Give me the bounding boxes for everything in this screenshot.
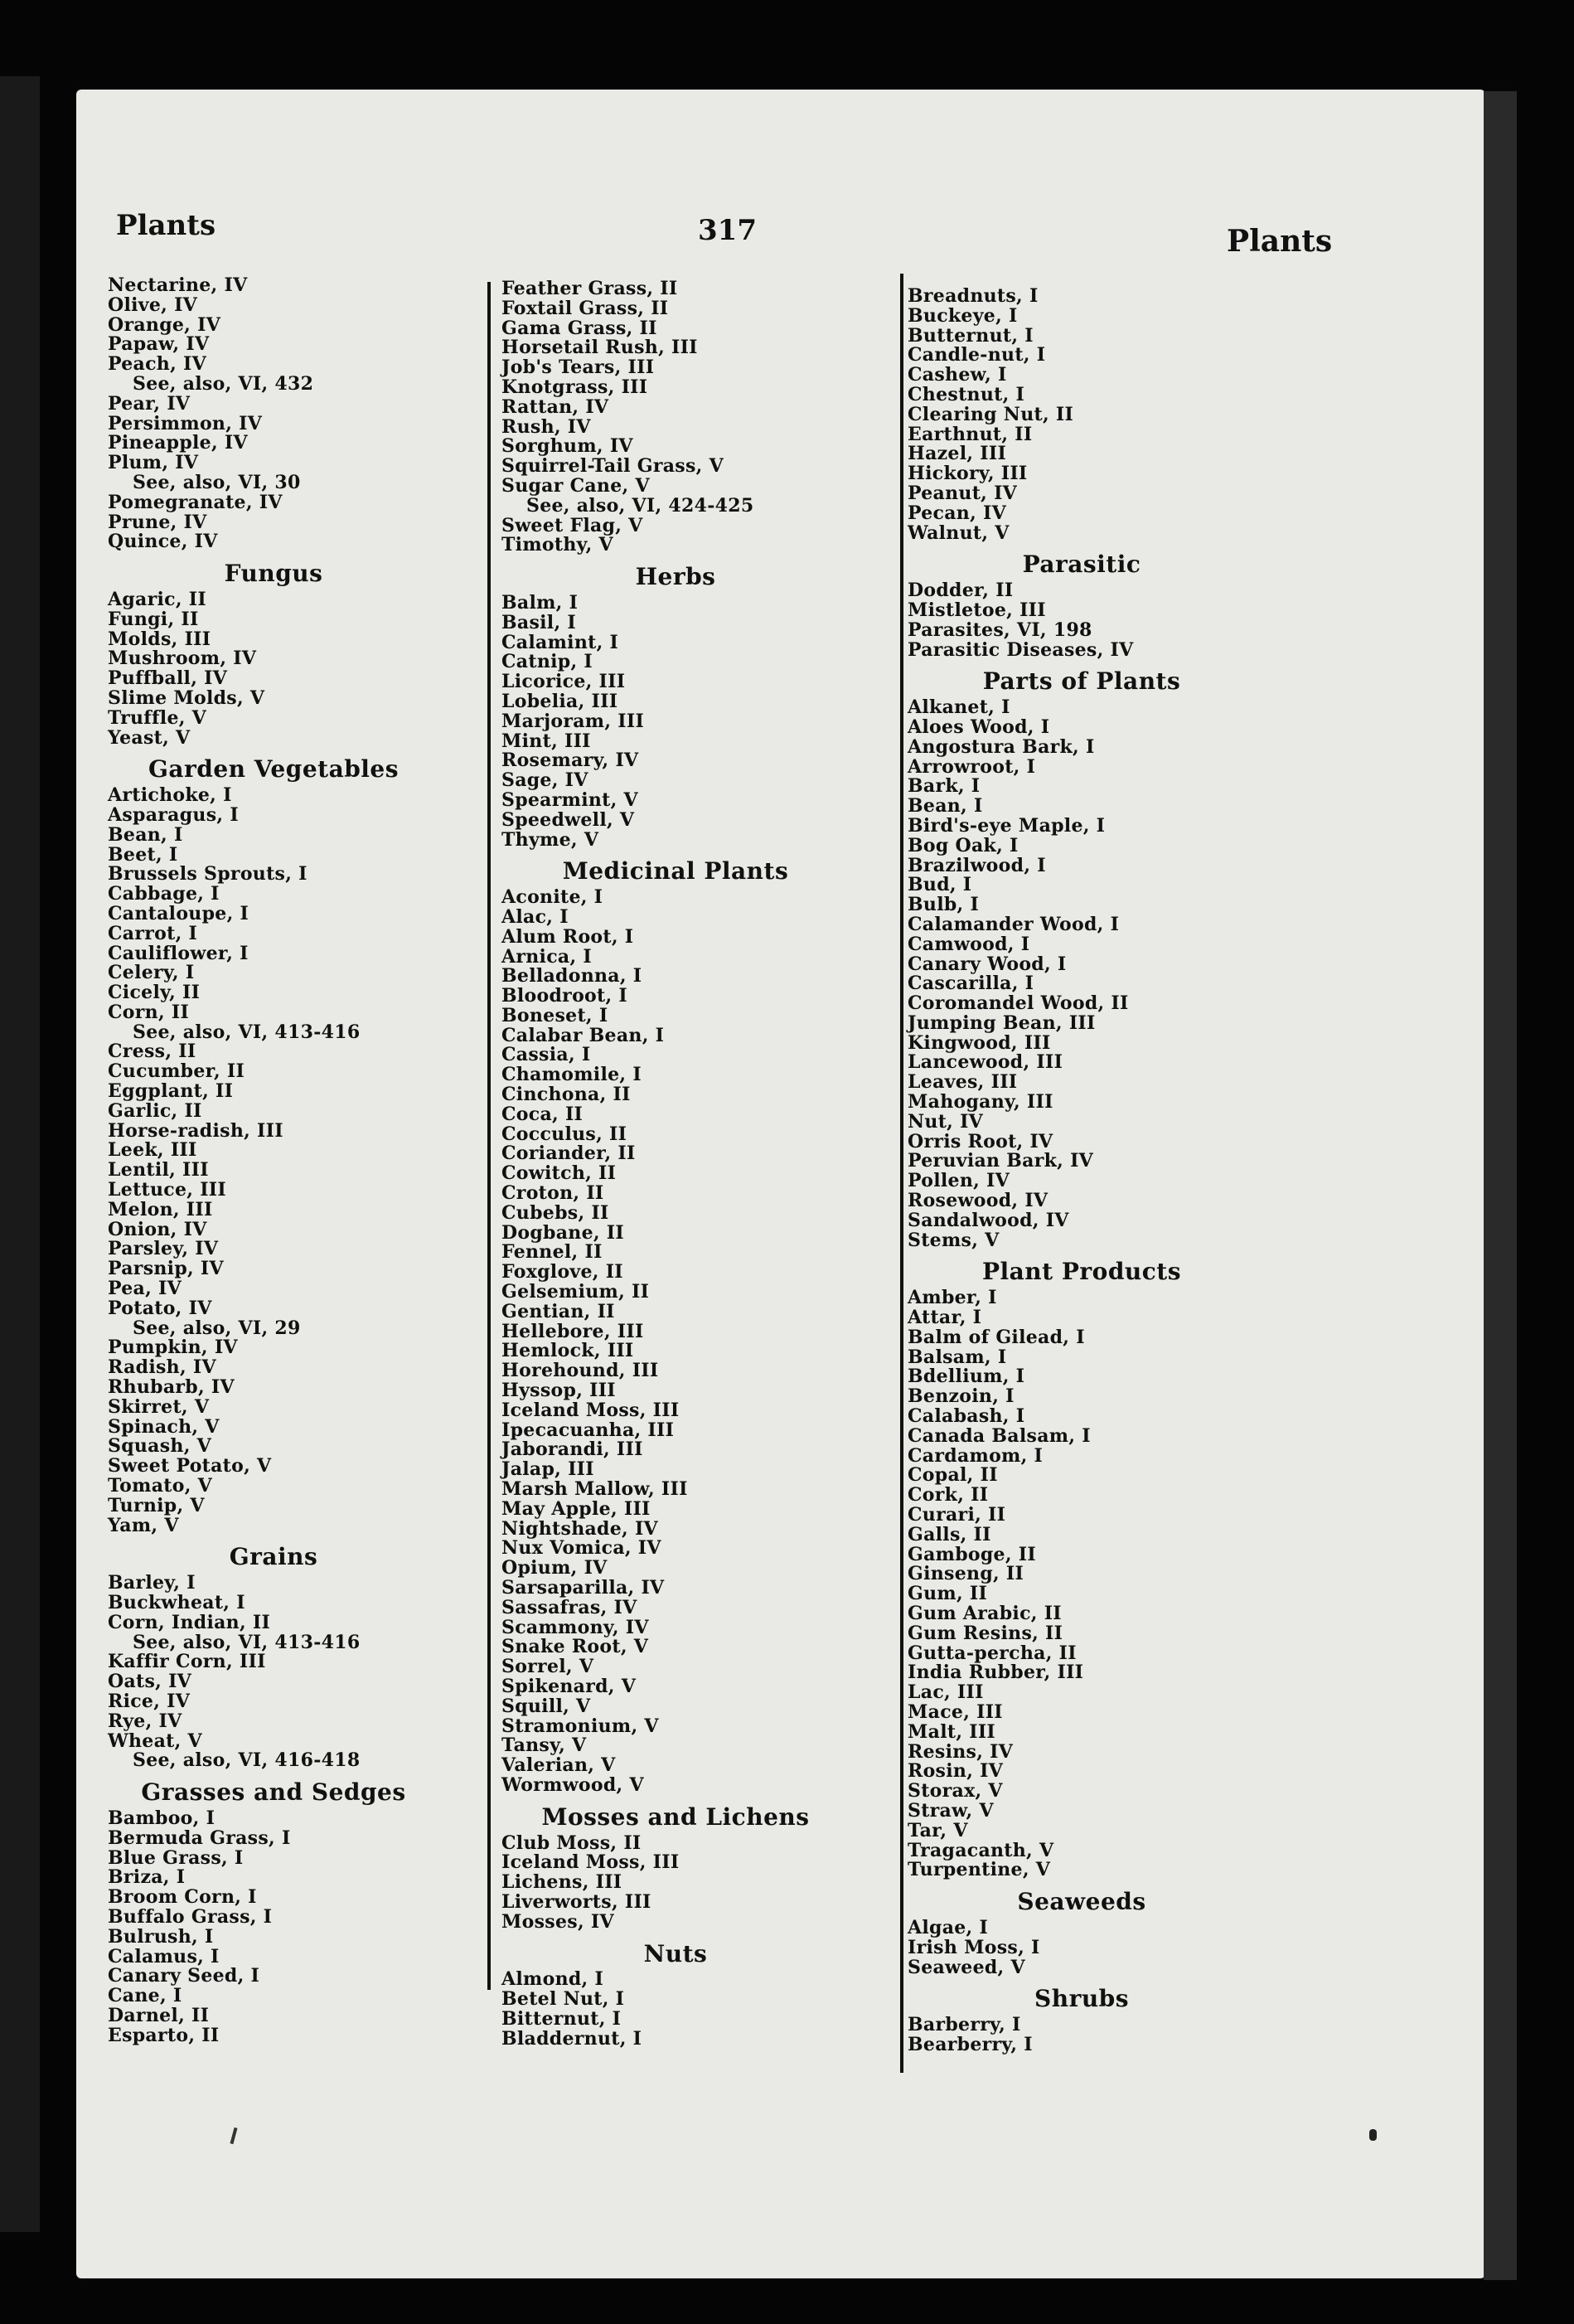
index-entry: Stems, V (908, 1229, 1000, 1251)
index-entry: Darnel, II (108, 2004, 210, 2026)
index-entry: Blue Grass, I (108, 1846, 244, 1869)
index-entry: Tragacanth, V (908, 1839, 1054, 1861)
index-entry: Asparagus, I (108, 803, 239, 826)
index-entry: Cork, II (908, 1484, 989, 1506)
index-entry: Cress, II (108, 1041, 196, 1063)
index-entry: Seaweed, V (908, 1956, 1025, 1978)
index-entry: Calabash, I (908, 1405, 1025, 1428)
index-entry: Orange, IV (108, 313, 221, 336)
index-entry: Bird's-eye Maple, I (908, 814, 1106, 837)
index-entry: Peruvian Bark, IV (908, 1150, 1094, 1172)
index-entry: Earthnut, II (908, 423, 1033, 445)
index-entry: Cicely, II (108, 982, 201, 1004)
index-entry: Bean, I (108, 823, 183, 846)
index-entry: Puffball, IV (108, 667, 228, 690)
index-entry: Wheat, V (108, 1730, 202, 1752)
index-column-1 (108, 276, 439, 2046)
index-entry: Sarsaparilla, IV (501, 1577, 665, 1599)
index-entry: Jaborandi, III (501, 1439, 643, 1461)
index-entry: Calamus, I (108, 1945, 220, 1967)
index-entry: Dodder, II (908, 580, 1014, 602)
index-entry: Slime Molds, V (108, 687, 265, 709)
index-entry: Storax, V (908, 1780, 1003, 1802)
section-heading: Fungus (224, 560, 323, 588)
index-entry: Benzoin, I (908, 1385, 1015, 1408)
index-entry: Bitternut, I (501, 2007, 622, 2030)
index-entry: Canada Balsam, I (908, 1424, 1091, 1447)
index-entry: Brazilwood, I (908, 854, 1046, 876)
index-entry: Nut, IV (908, 1110, 984, 1133)
index-entry: Bud, I (908, 874, 972, 896)
index-entry: Angostura Bark, I (908, 735, 1095, 758)
index-entry: Basil, I (501, 611, 576, 633)
index-entry: Gutta-percha, II (908, 1642, 1077, 1664)
index-entry: Algae, I (908, 1916, 989, 1938)
index-entry: Bdellium, I (908, 1366, 1025, 1388)
index-entry: Cantaloupe, I (108, 902, 249, 924)
index-entry: Balm, I (501, 591, 579, 614)
index-entry: Stramonium, V (501, 1715, 659, 1737)
index-entry: Parasitic Diseases, IV (908, 638, 1134, 661)
index-entry: Buckwheat, I (108, 1592, 245, 1613)
index-entry: Quince, IV (108, 531, 218, 553)
index-entry: Rye, IV (108, 1710, 182, 1732)
index-entry: Peanut, IV (908, 482, 1018, 504)
index-entry: Wormwood, V (501, 1773, 644, 1796)
index-entry: Hemlock, III (501, 1340, 634, 1362)
index-entry: Broom Corn, I (108, 1886, 257, 1909)
index-entry: Hazel, III (908, 443, 1007, 465)
index-entry: Cocculus, II (501, 1123, 627, 1145)
index-entry: Olive, IV (108, 294, 198, 316)
section-heading: Medicinal Plants (562, 857, 789, 885)
index-entry: Mint, III (501, 730, 591, 752)
index-entry: Horsetail Rush, III (501, 337, 698, 359)
index-entry: Yeast, V (108, 726, 191, 749)
index-entry: Buckeye, I (908, 304, 1018, 327)
index-entry: Lettuce, III (108, 1179, 226, 1201)
index-entry: Canary Wood, I (908, 953, 1067, 975)
index-entry: Attar, I (908, 1307, 982, 1329)
index-entry: Croton, II (501, 1182, 604, 1205)
index-entry: Cucumber, II (108, 1060, 245, 1083)
index-entry: Bulb, I (908, 894, 980, 916)
index-entry: Cauliflower, I (108, 942, 249, 964)
index-entry: Squill, V (501, 1695, 591, 1717)
index-entry: Briza, I (108, 1866, 186, 1889)
index-entry: Rush, IV (501, 415, 591, 438)
index-entry: Bladdernut, I (501, 2027, 642, 2050)
index-entry: Timothy, V (501, 534, 613, 556)
index-entry: Tansy, V (501, 1735, 587, 1757)
scan-speck (1369, 2129, 1377, 2141)
index-entry: Copal, II (908, 1464, 998, 1487)
index-entry: Job's Tears, III (501, 357, 655, 379)
index-entry: Lentil, III (108, 1159, 209, 1181)
index-entry: Ipecacuanha, III (501, 1419, 675, 1441)
index-entry: Sweet Flag, V (501, 514, 643, 536)
index-entry: Fungi, II (108, 608, 199, 630)
index-entry: Spearmint, V (501, 788, 638, 811)
index-entry: Barley, I (108, 1572, 196, 1594)
index-entry: Marjoram, III (501, 710, 645, 732)
index-entry: Bulrush, I (108, 1925, 214, 1948)
index-entry: Persimmon, IV (108, 412, 263, 434)
index-entry: Gelsemium, II (501, 1281, 650, 1303)
section-heading: Grains (229, 1543, 318, 1571)
index-entry: Sage, IV (501, 769, 588, 792)
index-entry: Liverworts, III (501, 1890, 651, 1913)
index-entry: Walnut, V (908, 522, 1010, 544)
index-entry: Canary Seed, I (108, 1965, 260, 1987)
index-entry: Rosin, IV (908, 1760, 1004, 1783)
section-heading: Seaweeds (1017, 1888, 1146, 1916)
index-entry: Cowitch, II (501, 1162, 617, 1185)
index-entry: Breadnuts, I (908, 285, 1039, 307)
index-entry: Potato, IV (108, 1297, 212, 1319)
index-entry: Iceland Moss, III (501, 1851, 680, 1874)
running-header-right: Plants (1227, 224, 1333, 259)
index-entry: Rhubarb, IV (108, 1376, 235, 1399)
index-entry: Corn, II (108, 1001, 190, 1023)
index-entry: Rice, IV (108, 1690, 191, 1712)
index-entry: Sweet Potato, V (108, 1455, 272, 1477)
index-entry: Mahogany, III (908, 1091, 1053, 1113)
index-entry: Catnip, I (501, 651, 593, 673)
index-entry: Kingwood, III (908, 1031, 1051, 1054)
index-entry: Snake Root, V (501, 1636, 649, 1658)
index-entry: Oats, IV (108, 1671, 192, 1693)
index-entry: Belladonna, I (501, 965, 642, 987)
index-entry: Horse-radish, III (108, 1119, 283, 1142)
see-also-reference: See, also, VI, 413-416 (133, 1021, 361, 1043)
index-entry: Scammony, IV (501, 1616, 649, 1638)
index-entry: Lancewood, III (908, 1051, 1063, 1074)
index-entry: Sorghum, IV (501, 435, 633, 458)
index-entry: Curari, II (908, 1504, 1006, 1526)
index-entry: Radish, IV (108, 1356, 216, 1379)
index-entry: Coriander, II (501, 1143, 636, 1165)
index-entry: Pineapple, IV (108, 432, 248, 454)
index-entry: Amber, I (908, 1287, 997, 1309)
index-column-3 (908, 287, 1256, 2055)
index-entry: Cubebs, II (501, 1201, 609, 1224)
index-entry: Bean, I (908, 795, 983, 818)
index-entry: Orris Root, IV (908, 1130, 1053, 1152)
index-entry: Horehound, III (501, 1360, 659, 1382)
index-entry: Parsley, IV (108, 1238, 219, 1260)
section-heading: Garden Vegetables (148, 755, 400, 784)
index-entry: Sassafras, IV (501, 1596, 637, 1618)
index-entry: Brussels Sprouts, I (108, 863, 308, 885)
index-entry: Papaw, IV (108, 333, 210, 356)
index-entry: Eggplant, II (108, 1080, 234, 1103)
index-entry: Aloes Wood, I (908, 716, 1050, 738)
index-entry: Bamboo, I (108, 1807, 216, 1829)
index-entry: Aconite, I (501, 886, 603, 909)
index-entry: Sugar Cane, V (501, 474, 650, 497)
see-also-reference: See, also, VI, 29 (133, 1317, 301, 1339)
index-entry: Irish Moss, I (908, 1936, 1040, 1958)
index-entry: Mushroom, IV (108, 648, 257, 670)
index-entry: Tar, V (908, 1819, 968, 1841)
index-entry: Pomegranate, IV (108, 491, 283, 513)
index-entry: Cabbage, I (108, 883, 220, 905)
index-entry: Truffle, V (108, 706, 207, 729)
index-entry: Calabar Bean, I (501, 1024, 665, 1046)
index-entry: Pea, IV (108, 1278, 182, 1300)
section-heading: Parts of Plants (982, 667, 1181, 696)
index-entry: May Apple, III (501, 1497, 651, 1520)
page-edge-right (1484, 91, 1517, 2280)
index-column-2 (501, 279, 850, 2050)
index-entry: Peach, IV (108, 353, 206, 376)
index-entry: Hellebore, III (501, 1320, 644, 1342)
index-entry: Squash, V (108, 1435, 211, 1458)
index-entry: Arrowroot, I (908, 755, 1036, 778)
index-entry: Foxglove, II (501, 1261, 623, 1283)
column-rule (900, 274, 903, 2073)
index-entry: Sandalwood, IV (908, 1209, 1069, 1231)
index-entry: Gum Resins, II (908, 1622, 1063, 1644)
index-entry: Licorice, III (501, 671, 626, 693)
index-entry: Turpentine, V (908, 1859, 1051, 1881)
index-entry: Carrot, I (108, 922, 198, 944)
index-entry: Parasites, VI, 198 (908, 619, 1092, 641)
index-entry: Straw, V (908, 1799, 994, 1822)
index-entry: Bog Oak, I (908, 834, 1019, 856)
section-heading: Grasses and Sedges (141, 1778, 406, 1807)
index-entry: Pecan, IV (908, 502, 1006, 524)
see-also-reference: See, also, VI, 424-425 (526, 494, 754, 517)
index-entry: Kaffir Corn, III (108, 1651, 266, 1673)
index-entry: Pear, IV (108, 392, 191, 415)
index-entry: Coromandel Wood, II (908, 992, 1129, 1015)
index-entry: Malt, III (908, 1720, 996, 1743)
index-entry: Buffalo Grass, I (108, 1905, 273, 1928)
index-entry: Pumpkin, IV (108, 1337, 238, 1359)
index-entry: Opium, IV (501, 1557, 608, 1579)
index-entry: Coca, II (501, 1103, 584, 1125)
index-entry: Melon, III (108, 1198, 213, 1220)
see-also-reference: See, also, VI, 416-418 (133, 1749, 361, 1772)
index-entry: Cinchona, II (501, 1084, 631, 1106)
index-entry: Arnica, I (501, 945, 592, 968)
index-entry: Calamander Wood, I (908, 913, 1120, 935)
index-entry: Skirret, V (108, 1395, 210, 1418)
index-entry: Gamboge, II (908, 1543, 1036, 1565)
index-entry: Alkanet, I (908, 696, 1010, 719)
index-entry: Betel Nut, I (501, 1988, 625, 2011)
index-entry: Prune, IV (108, 511, 207, 533)
scan-margin-left (0, 76, 40, 2232)
section-heading: Shrubs (1034, 1985, 1130, 2013)
index-entry: Speedwell, V (501, 808, 635, 831)
index-entry: Galls, II (908, 1523, 991, 1545)
section-heading: Nuts (643, 1939, 708, 1967)
index-entry: Boneset, I (501, 1004, 608, 1026)
index-entry: Nux Vomica, IV (501, 1537, 661, 1560)
index-entry: Rattan, IV (501, 395, 609, 418)
section-heading: Plant Products (981, 1258, 1182, 1286)
index-entry: Gentian, II (501, 1300, 615, 1322)
index-entry: Chestnut, I (908, 383, 1025, 405)
section-heading: Herbs (635, 563, 716, 591)
index-entry: Camwood, I (908, 933, 1030, 955)
index-entry: Balm of Gilead, I (908, 1326, 1085, 1348)
index-entry: Turnip, V (108, 1494, 205, 1516)
index-entry: Esparto, II (108, 2024, 220, 2046)
index-entry: Mistletoe, III (908, 599, 1046, 621)
index-entry: Parsnip, IV (108, 1258, 224, 1280)
index-entry: Cane, I (108, 1985, 182, 2007)
index-entry: Jumping Bean, III (908, 1012, 1096, 1034)
section-heading: Mosses and Lichens (541, 1802, 810, 1831)
see-also-reference: See, also, VI, 30 (133, 471, 301, 493)
index-entry: Bearberry, I (908, 2033, 1033, 2055)
index-entry: Gum Arabic, II (908, 1603, 1062, 1624)
index-entry: Corn, Indian, II (108, 1611, 271, 1633)
index-entry: Lobelia, III (501, 690, 618, 712)
index-entry: Thyme, V (501, 828, 599, 851)
index-entry: Yam, V (108, 1514, 179, 1536)
index-entry: Cashew, I (908, 364, 1007, 386)
column-rule (487, 282, 491, 1990)
index-entry: Jalap, III (501, 1458, 594, 1481)
index-entry: Gum, II (908, 1583, 988, 1605)
index-entry: Bloodroot, I (501, 985, 627, 1007)
index-entry: Clearing Nut, II (908, 403, 1074, 425)
index-entry: Pollen, IV (908, 1170, 1010, 1192)
index-entry: Candle-nut, I (908, 344, 1046, 366)
index-entry: Sorrel, V (501, 1656, 594, 1678)
index-entry: Mace, III (908, 1701, 1003, 1723)
index-entry: Gama Grass, II (501, 317, 657, 339)
index-entry: Ginseng, II (908, 1563, 1024, 1585)
index-entry: Rosemary, IV (501, 750, 639, 772)
index-entry: Foxtail Grass, II (501, 297, 669, 319)
index-entry: Balsam, I (908, 1346, 1007, 1368)
index-entry: Feather Grass, II (501, 278, 678, 299)
index-entry: Leek, III (108, 1139, 197, 1162)
index-entry: Spinach, V (108, 1415, 220, 1438)
index-entry: Chamomile, I (501, 1064, 642, 1086)
index-entry: Fennel, II (501, 1241, 603, 1264)
index-entry: Dogbane, II (501, 1221, 624, 1244)
index-entry: Lac, III (908, 1681, 984, 1704)
index-entry: India Rubber, III (908, 1662, 1084, 1684)
index-entry: Cardamom, I (908, 1444, 1044, 1467)
index-entry: Spikenard, V (501, 1675, 637, 1697)
section-heading: Parasitic (1022, 551, 1141, 579)
index-entry: Club Moss, II (501, 1832, 642, 1854)
index-entry: Hyssop, III (501, 1380, 616, 1402)
index-entry: Alum Root, I (501, 925, 634, 948)
index-entry: Marsh Mallow, III (501, 1478, 688, 1501)
index-entry: Onion, IV (108, 1218, 207, 1240)
index-entry: Calamint, I (501, 631, 619, 653)
page-number: 317 (698, 214, 757, 247)
index-entry: Bark, I (908, 775, 981, 798)
index-entry: Alac, I (501, 905, 569, 928)
index-entry: Knotgrass, III (501, 376, 648, 398)
index-entry: Resins, IV (908, 1740, 1014, 1763)
index-entry: Artichoke, I (108, 784, 232, 807)
index-entry: Valerian, V (501, 1754, 616, 1777)
index-entry: Nectarine, IV (108, 274, 248, 296)
index-entry: Plum, IV (108, 452, 199, 474)
running-header-left: Plants (116, 209, 216, 242)
index-entry: Lichens, III (501, 1871, 622, 1894)
index-entry: Cassia, I (501, 1044, 591, 1066)
index-entry: Molds, III (108, 628, 211, 650)
index-entry: Iceland Moss, III (501, 1399, 680, 1421)
index-entry: Barberry, I (908, 2014, 1021, 2036)
see-also-reference: See, also, VI, 432 (133, 372, 314, 395)
index-entry: Squirrel-Tail Grass, V (501, 455, 724, 478)
index-entry: Cascarilla, I (908, 973, 1034, 995)
index-entry: Hickory, III (908, 463, 1028, 485)
index-entry: Agaric, II (108, 588, 206, 610)
index-entry: Leaves, III (908, 1071, 1018, 1094)
index-entry: Almond, I (501, 1968, 604, 1991)
index-entry: Tomato, V (108, 1475, 212, 1497)
index-entry: Rosewood, IV (908, 1190, 1049, 1212)
index-entry: Mosses, IV (501, 1910, 614, 1933)
index-entry: Beet, I (108, 843, 178, 866)
see-also-reference: See, also, VI, 413-416 (133, 1631, 361, 1653)
index-entry: Butternut, I (908, 324, 1034, 347)
index-entry: Celery, I (108, 962, 195, 984)
index-entry: Bermuda Grass, I (108, 1827, 291, 1849)
index-entry: Garlic, II (108, 1099, 202, 1122)
index-entry: Nightshade, IV (501, 1517, 658, 1540)
